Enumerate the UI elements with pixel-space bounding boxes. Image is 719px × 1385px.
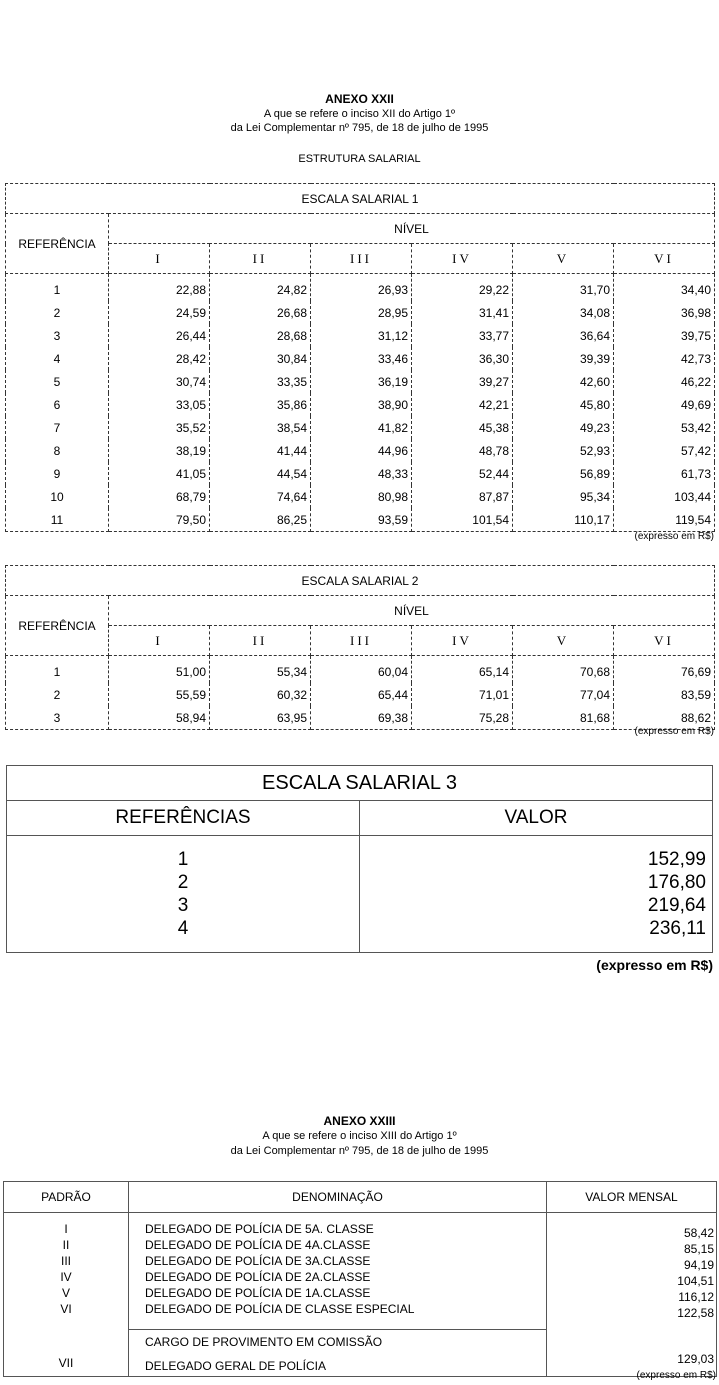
escala3-referencias-list — [7, 836, 360, 953]
escala1-value-cell: 39,39 — [513, 347, 614, 370]
escala3-title: ESCALA SALARIAL 3 — [7, 766, 713, 801]
anexo23-padrao: IV — [60, 1270, 72, 1284]
escala1-value-cell: 34,40 — [614, 274, 715, 302]
escala1-value-cell: 26,68 — [210, 301, 311, 324]
escala2-value-cell: 55,34 — [210, 656, 311, 684]
anexo23-ref-line2: da Lei Complementar nº 795, de 18 de julho de 1995 — [230, 1145, 489, 1157]
escala1-value-cell: 49,69 — [614, 393, 715, 416]
anexo23-denominacao: DELEGADO DE POLÍCIA DE 3A.CLASSE — [145, 1254, 371, 1268]
escala2-level-header: II — [210, 626, 311, 656]
anexo23-denominacao: DELEGADO DE POLÍCIA DE 5A. CLASSE — [145, 1222, 374, 1236]
escala1-ref-cell: 11 — [6, 508, 109, 532]
escala1-value-cell: 42,73 — [614, 347, 715, 370]
escala2-value-cell: 65,14 — [412, 656, 513, 684]
anexo23-col-denominacao: DENOMINAÇÃO — [129, 1182, 547, 1213]
escala2-ref-cell: 2 — [6, 683, 109, 706]
escala3-col-referencias: REFERÊNCIAS — [7, 801, 360, 836]
escala3-valor-list — [360, 836, 713, 953]
anexo23-ref-line1: A que se refere o inciso XIII do Artigo 1º — [262, 1130, 457, 1142]
escala1-value-cell: 48,78 — [412, 439, 513, 462]
escala1-value-cell: 68,79 — [109, 485, 210, 508]
escala1-ref-cell: 4 — [6, 347, 109, 370]
anexo23-denominacao-vii: DELEGADO GERAL DE POLÍCIA — [145, 1359, 326, 1373]
escala1-value-cell: 57,42 — [614, 439, 715, 462]
escala1-value-cell: 31,41 — [412, 301, 513, 324]
escala1-level-header: IV — [412, 244, 513, 274]
escala1-value-cell: 56,89 — [513, 462, 614, 485]
escala1-value-cell: 26,44 — [109, 324, 210, 347]
escala1-value-cell: 42,60 — [513, 370, 614, 393]
escala1-ref-cell: 8 — [6, 439, 109, 462]
escala2-value-cell: 65,44 — [311, 683, 412, 706]
escala1-value-cell: 41,82 — [311, 416, 412, 439]
anexo23-denominacao-list — [129, 1213, 547, 1330]
escala2-row — [6, 706, 715, 730]
anexo23-valor: 94,19 — [683, 1258, 714, 1272]
anexo23-denominacao: DELEGADO DE POLÍCIA DE 1A.CLASSE — [145, 1286, 371, 1300]
escala1-nivel-header: NÍVEL — [109, 214, 715, 244]
anexo23-table — [3, 1181, 717, 1377]
escala1-value-cell: 38,19 — [109, 439, 210, 462]
anexo23-comissao-label: CARGO DE PROVIMENTO EM COMISSÃO — [145, 1335, 383, 1349]
anexo23-valor: 116,12 — [678, 1290, 714, 1304]
escala1-value-cell: 41,44 — [210, 439, 311, 462]
escala2-value-cell: 83,59 — [614, 683, 715, 706]
escala1-ref-header: REFERÊNCIA — [6, 214, 109, 274]
anexo23-valor-list — [547, 1213, 717, 1377]
anexo23-valor-vii: 129,03 — [677, 1352, 714, 1366]
escala1-value-cell: 80,98 — [311, 485, 412, 508]
escala1-row — [6, 347, 715, 370]
escala1-value-cell: 33,05 — [109, 393, 210, 416]
escala1-ref-cell: 6 — [6, 393, 109, 416]
escala3-valor: 219,64 — [647, 895, 706, 916]
anexo23-col-padrao: PADRÃO — [4, 1182, 129, 1213]
escala1-value-cell: 93,59 — [311, 508, 412, 532]
escala3-referencia: 2 — [177, 872, 189, 893]
escala1-value-cell: 87,87 — [412, 485, 513, 508]
escala2-table — [5, 565, 715, 730]
escala1-value-cell: 42,21 — [412, 393, 513, 416]
escala1-row — [6, 301, 715, 324]
escala2-ref-cell: 1 — [6, 656, 109, 684]
anexo22-ref-line1: A que se refere o inciso XII do Artigo 1º — [263, 108, 456, 120]
escala1-value-cell: 36,19 — [311, 370, 412, 393]
escala1-ref-cell: 10 — [6, 485, 109, 508]
escala2-value-cell: 60,32 — [210, 683, 311, 706]
escala1-value-cell: 95,34 — [513, 485, 614, 508]
escala1-ref-cell: 9 — [6, 462, 109, 485]
escala1-value-cell: 45,38 — [412, 416, 513, 439]
escala1-value-cell: 33,77 — [412, 324, 513, 347]
escala2-value-cell: 51,00 — [109, 656, 210, 684]
escala1-value-cell: 35,52 — [109, 416, 210, 439]
anexo22-ref-line2: da Lei Complementar nº 795, de 18 de julho de 1995 — [230, 122, 489, 134]
escala1-value-cell: 44,96 — [311, 439, 412, 462]
escala1-value-cell: 103,44 — [614, 485, 715, 508]
anexo23-col-valor: VALOR MENSAL — [547, 1182, 717, 1213]
escala1-value-cell: 33,35 — [210, 370, 311, 393]
escala2-level-header: VI — [614, 626, 715, 656]
escala1-value-cell: 61,73 — [614, 462, 715, 485]
escala1-ref-cell: 1 — [6, 274, 109, 302]
escala3-table — [6, 765, 713, 953]
escala2-nivel-header: NÍVEL — [109, 596, 715, 626]
escala1-value-cell: 28,68 — [210, 324, 311, 347]
escala3-col-valor: VALOR — [360, 801, 713, 836]
escala2-row — [6, 683, 715, 706]
escala1-value-cell: 44,54 — [210, 462, 311, 485]
escala1-value-cell: 34,08 — [513, 301, 614, 324]
escala1-title: ESCALA SALARIAL 1 — [6, 184, 715, 214]
escala2-level-header: V — [513, 626, 614, 656]
escala1-value-cell: 36,98 — [614, 301, 715, 324]
anexo23-padrao-list — [4, 1213, 129, 1377]
escala1-value-cell: 119,54 — [614, 508, 715, 532]
anexo23-padrao-vii: VII — [58, 1356, 74, 1370]
escala1-value-cell: 33,46 — [311, 347, 412, 370]
escala1-table — [5, 183, 715, 532]
anexo23-valor: 58,42 — [683, 1226, 714, 1240]
escala1-value-cell: 26,93 — [311, 274, 412, 302]
escala1-value-cell: 30,74 — [109, 370, 210, 393]
escala1-level-header: III — [311, 244, 412, 274]
anexo23-title: ANEXO XXIII — [323, 1114, 396, 1128]
escala3-valor: 176,80 — [647, 872, 706, 893]
anexo23-note: (expresso em R$) — [636, 1370, 716, 1381]
escala3-referencia: 3 — [177, 895, 189, 916]
escala2-level-header: I — [109, 626, 210, 656]
escala2-value-cell: 70,68 — [513, 656, 614, 684]
escala3-valor: 152,99 — [647, 849, 706, 870]
escala1-value-cell: 31,70 — [513, 274, 614, 302]
escala2-level-header: III — [311, 626, 412, 656]
escala1-value-cell: 38,90 — [311, 393, 412, 416]
escala2-row — [6, 656, 715, 684]
escala1-value-cell: 41,05 — [109, 462, 210, 485]
escala1-row — [6, 274, 715, 302]
escala1-level-header: II — [210, 244, 311, 274]
escala2-value-cell: 63,95 — [210, 706, 311, 730]
escala3-valor: 236,11 — [649, 918, 706, 939]
escala1-value-cell: 101,54 — [412, 508, 513, 532]
anexo22-subtitle: ESTRUTURA SALARIAL — [298, 153, 421, 165]
escala1-value-cell: 52,44 — [412, 462, 513, 485]
escala1-level-header: I — [109, 244, 210, 274]
anexo22-title: ANEXO XXII — [325, 92, 394, 106]
escala1-value-cell: 35,86 — [210, 393, 311, 416]
escala1-value-cell: 36,30 — [412, 347, 513, 370]
escala1-level-header: V — [513, 244, 614, 274]
escala1-value-cell: 39,75 — [614, 324, 715, 347]
escala1-value-cell: 46,22 — [614, 370, 715, 393]
escala1-row — [6, 416, 715, 439]
escala2-value-cell: 55,59 — [109, 683, 210, 706]
anexo23-padrao: VI — [60, 1302, 72, 1316]
escala2-value-cell: 76,69 — [614, 656, 715, 684]
anexo23-denominacao: DELEGADO DE POLÍCIA DE CLASSE ESPECIAL — [145, 1302, 415, 1316]
escala1-value-cell: 24,82 — [210, 274, 311, 302]
escala1-row — [6, 485, 715, 508]
escala1-value-cell: 52,93 — [513, 439, 614, 462]
escala1-ref-cell: 3 — [6, 324, 109, 347]
escala1-value-cell: 24,59 — [109, 301, 210, 324]
escala1-value-cell: 38,54 — [210, 416, 311, 439]
escala1-ref-cell: 5 — [6, 370, 109, 393]
escala1-value-cell: 28,42 — [109, 347, 210, 370]
anexo23-denominacao: DELEGADO DE POLÍCIA DE 2A.CLASSE — [145, 1270, 371, 1284]
anexo23-comissao-cell — [129, 1330, 547, 1377]
escala2-value-cell: 75,28 — [412, 706, 513, 730]
escala1-value-cell: 39,27 — [412, 370, 513, 393]
escala2-value-cell: 77,04 — [513, 683, 614, 706]
escala1-value-cell: 86,25 — [210, 508, 311, 532]
escala1-row — [6, 370, 715, 393]
escala1-row — [6, 508, 715, 532]
escala1-level-header: VI — [614, 244, 715, 274]
escala2-title: ESCALA SALARIAL 2 — [6, 566, 715, 596]
escala2-value-cell: 88,62 — [614, 706, 715, 730]
escala2-note: (expresso em R$) — [634, 726, 714, 737]
anexo23-valor: 85,15 — [683, 1242, 714, 1256]
escala3-note: (expresso em R$) — [596, 957, 713, 973]
escala3-referencia: 4 — [177, 918, 189, 939]
escala1-value-cell: 45,80 — [513, 393, 614, 416]
escala1-row — [6, 324, 715, 347]
escala2-value-cell: 60,04 — [311, 656, 412, 684]
escala1-value-cell: 49,23 — [513, 416, 614, 439]
anexo23-padrao: V — [61, 1286, 70, 1300]
escala1-value-cell: 31,12 — [311, 324, 412, 347]
escala1-value-cell: 110,17 — [513, 508, 614, 532]
escala1-value-cell: 48,33 — [311, 462, 412, 485]
escala2-value-cell: 81,68 — [513, 706, 614, 730]
escala1-value-cell: 29,22 — [412, 274, 513, 302]
escala2-value-cell: 69,38 — [311, 706, 412, 730]
escala1-value-cell: 74,64 — [210, 485, 311, 508]
escala1-row — [6, 462, 715, 485]
escala2-ref-cell: 3 — [6, 706, 109, 730]
escala1-value-cell: 30,84 — [210, 347, 311, 370]
escala1-row — [6, 393, 715, 416]
anexo23-padrao: II — [62, 1238, 70, 1252]
anexo23-valor: 104,51 — [677, 1274, 714, 1288]
anexo23-padrao: I — [64, 1222, 68, 1236]
escala1-ref-cell: 2 — [6, 301, 109, 324]
escala1-note: (expresso em R$) — [634, 531, 714, 542]
escala1-value-cell: 28,95 — [311, 301, 412, 324]
anexo23-denominacao: DELEGADO DE POLÍCIA DE 4A.CLASSE — [145, 1238, 371, 1252]
escala2-value-cell: 58,94 — [109, 706, 210, 730]
escala1-value-cell: 79,50 — [109, 508, 210, 532]
escala1-row — [6, 439, 715, 462]
escala1-ref-cell: 7 — [6, 416, 109, 439]
escala3-referencia: 1 — [177, 849, 189, 870]
escala2-value-cell: 71,01 — [412, 683, 513, 706]
escala1-value-cell: 36,64 — [513, 324, 614, 347]
anexo23-padrao: III — [60, 1254, 71, 1268]
anexo23-valor: 122,58 — [677, 1306, 714, 1320]
escala1-value-cell: 53,42 — [614, 416, 715, 439]
escala1-value-cell: 22,88 — [109, 274, 210, 302]
escala2-level-header: IV — [412, 626, 513, 656]
escala2-ref-header: REFERÊNCIA — [6, 596, 109, 656]
